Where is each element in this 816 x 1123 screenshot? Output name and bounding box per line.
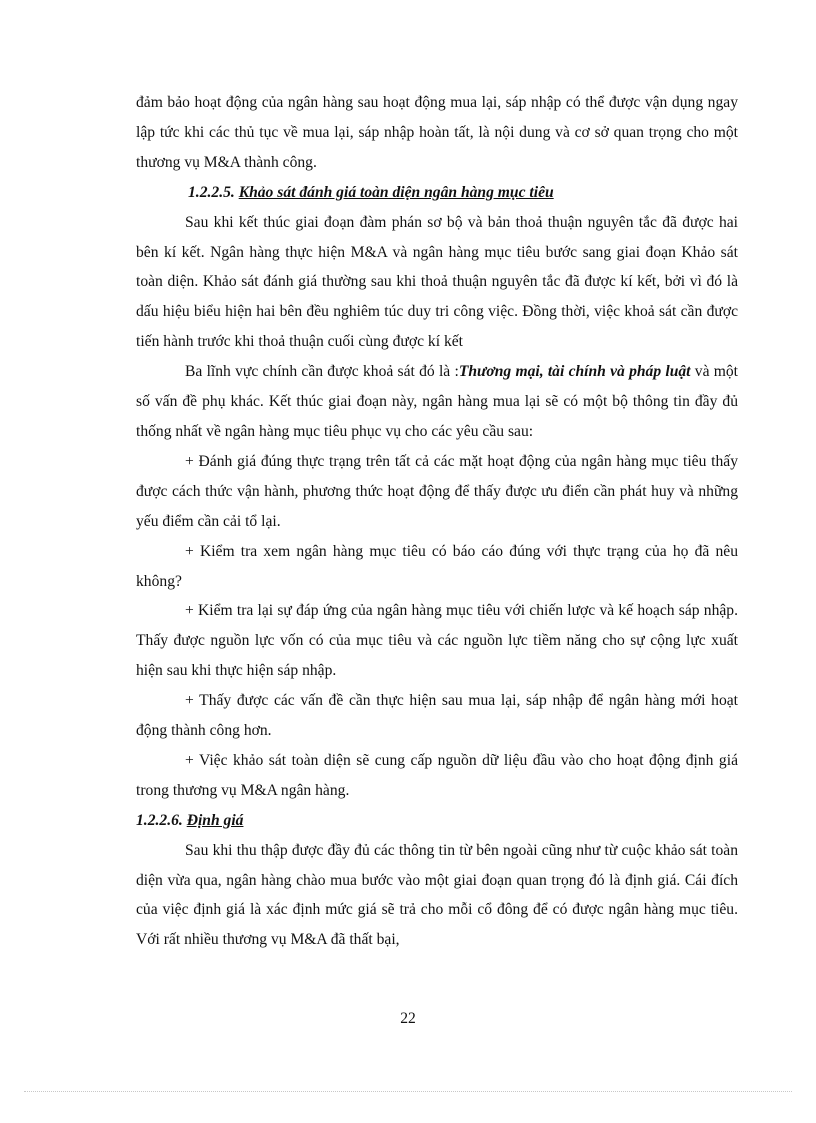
paragraph: Sau khi thu thập được đầy đủ các thông tin từ bên ngoài cũng như từ cuộc khảo sát toàn diện vừa qua, ngân hàng chào mua bước vào một giai đoạn quan trọng đó là định giá. Cái đích của việc định giá là xác định mức giá sẽ trả cho mỗi cổ đông để có được ngân hàng mục tiêu. Với rất nhiều thương vụ M&A đã thất bại, bbox=[136, 841, 738, 949]
bullet-item: + Kiểm tra lại sự đáp ứng của ngân hàng mục tiêu với chiến lược và kế hoạch sáp nhập. Thấy được nguồn lực vốn có của mục tiêu và các nguồn lực tiềm năng cho sự cộng lực xuất hiện sau khi thực hiện sáp nhập. bbox=[136, 602, 738, 680]
document-body bbox=[136, 88, 738, 955]
paragraph: Sau khi kết thúc giai đoạn đàm phán sơ bộ và bản thoả thuận nguyên tắc đã được hai bên kí kết. Ngân hàng thực hiện M&A và ngân hàng mục tiêu bước sang giai đoạn Khảo sát toàn diện. Khảo sát đánh giá thường sau khi thoả thuận nguyên tắc đã được kí kết, bởi vì đó là dấu hiệu biểu hiện hai bên đều nghiêm túc duy tri công việc. Đồng thời, việc khoả sát cần được tiến hành trước khi thoả thuận cuối cùng được kí kết bbox=[136, 213, 738, 351]
section-number: 1.2.2.6. bbox=[136, 811, 183, 829]
section-heading-1225 bbox=[136, 178, 738, 208]
bullet-item: + Việc khảo sát toàn diện sẽ cung cấp nguồn dữ liệu đầu vào cho hoạt động định giá trong thương vụ M&A ngân hàng. bbox=[136, 751, 738, 799]
paragraph bbox=[136, 357, 738, 447]
emphasized-text: Thương mại, tài chính và pháp luật bbox=[458, 363, 691, 381]
paragraph-text: và một số vấn đề phụ khác. Kết thúc giai đoạn này, ngân hàng mua lại sẽ có một bộ thông tin đầy đủ thống nhất về ngân hàng mục tiêu phục vụ cho các yêu cầu sau: bbox=[136, 363, 739, 440]
bullet-item: + Đánh giá đúng thực trạng trên tất cả các mặt hoạt động của ngân hàng mục tiêu thấy được cách thức vận hành, phương thức hoạt động để thấy được ưu điển cần phát huy và những yếu điểm cần cải tổ lại. bbox=[136, 452, 738, 530]
section-heading-1226 bbox=[136, 806, 738, 836]
paragraph-text: Ba lĩnh vực chính cần được khoả sát đó là : bbox=[185, 363, 459, 381]
page-number: 22 bbox=[400, 1010, 416, 1027]
page-bottom-divider bbox=[24, 1091, 792, 1092]
bullet-item: + Kiểm tra xem ngân hàng mục tiêu có báo cáo đúng với thực trạng của họ đã nêu không? bbox=[136, 542, 738, 590]
section-number: 1.2.2.5. bbox=[188, 183, 235, 201]
section-title: Khảo sát đánh giá toàn diện ngân hàng mục tiêu bbox=[238, 183, 554, 201]
paragraph-continuation: đảm bảo hoạt động của ngân hàng sau hoạt động mua lại, sáp nhập có thể được vận dụng ngay lập tức khi các thủ tục về mua lại, sáp nhập hoàn tất, là nội dung và cơ sở quan trọng cho một thương vụ M&A thành công. bbox=[136, 94, 738, 171]
bullet-item: + Thấy được các vấn đề cần thực hiện sau mua lại, sáp nhập để ngân hàng mới hoạt động thành công hơn. bbox=[136, 692, 738, 740]
section-title: Định giá bbox=[186, 811, 244, 829]
